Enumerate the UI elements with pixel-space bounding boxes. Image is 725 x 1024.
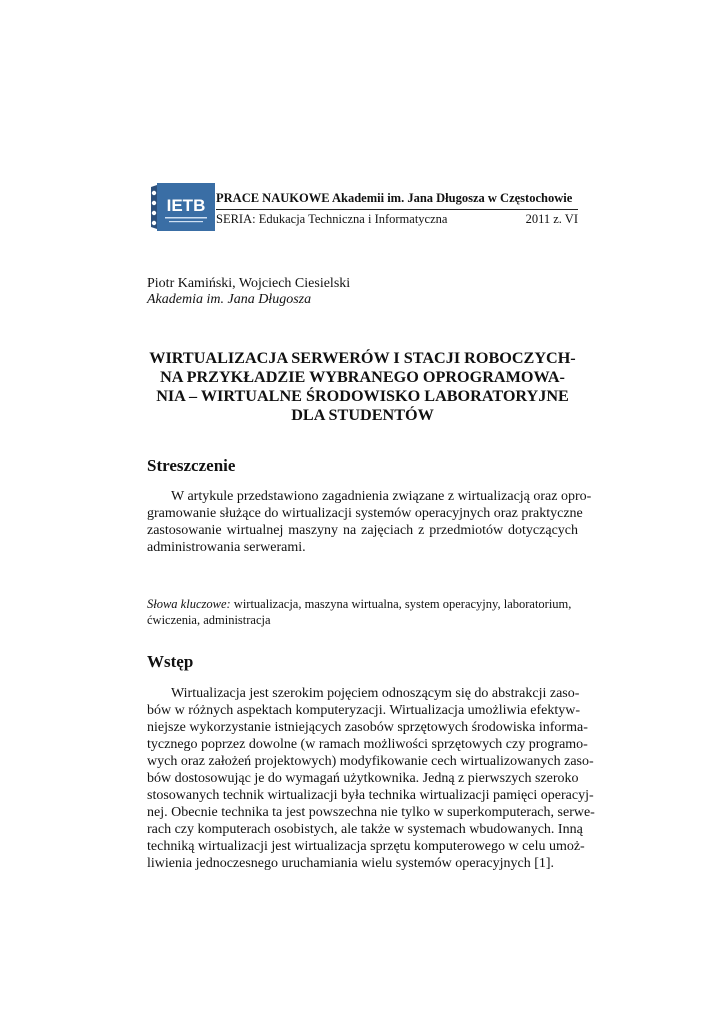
intro-line: liwienia jednoczesnego uruchamiania wielu systemów operacyjnych [1]. [147, 856, 555, 871]
intro-line: techniką wirtualizacji jest wirtualizacja sprzętu komputerowego w celu umoż- [147, 839, 585, 854]
abstract-text [147, 488, 592, 556]
intro-line: bów w różnych aspektach komputeryzacji. Wirtualizacja umożliwia efektyw- [147, 703, 581, 718]
header-rule [216, 209, 578, 210]
title-line: NIA – WIRTUALNE ŚRODOWISKO LABORATORYJNE [156, 387, 569, 405]
title-line: NA PRZYKŁADZIE WYBRANEGO OPROGRAMOWA- [160, 368, 565, 386]
intro-line: stosowanych technik wirtualizacji była technika wirtualizacji pamięci operacyj- [147, 788, 594, 803]
keywords-line: ćwiczenia, administracja [147, 613, 271, 627]
intro-line: wych oraz założeń projektowych) modyfikowanie cech wirtualizowanych zaso- [147, 754, 594, 769]
paper-title [147, 349, 578, 425]
intro-line: bów dostosowując je do wymagań użytkownika. Jedną z pierwszych szeroko [147, 771, 579, 786]
intro-text [147, 685, 595, 872]
abstract-line: zastosowanie wirtualnej maszyny na zajęciach z przedmiotów dotyczących [147, 523, 578, 538]
keywords-label: Słowa kluczowe: [147, 597, 231, 611]
intro-line: niejsze wykorzystanie istniejących zasobów sprzętowych środowiska informa- [147, 720, 588, 735]
affiliation: Akademia im. Jana Długosza [147, 292, 312, 307]
abstract-heading: Streszczenie [147, 456, 236, 475]
abstract-line: administrowania serwerami. [147, 540, 306, 555]
keywords-list: wirtualizacja, maszyna wirtualna, system operacyjny, laboratorium, [230, 597, 572, 611]
logo-text: IETB [166, 196, 206, 215]
keywords [147, 596, 578, 628]
intro-line: rach czy komputerach osobistych, ale także w systemach wbudowanych. Inną [147, 822, 583, 837]
intro-heading: Wstęp [147, 652, 194, 671]
title-line: DLA STUDENTÓW [291, 406, 434, 424]
intro-line: tycznego poprzez dowolne (w ramach możliwości sprzętowych czy programo- [147, 737, 588, 752]
ietb-logo [147, 181, 215, 233]
authors: Piotr Kamiński, Wojciech Ciesielski [147, 276, 351, 291]
title-line: WIRTUALIZACJA SERWERÓW I STACJI ROBOCZYCH- [149, 349, 576, 367]
intro-line: nej. Obecnie technika ta jest powszechna nie tylko w superkomputerach, serwe- [147, 805, 595, 820]
abstract-line: gramowanie służące do wirtualizacji systemów operacyjnych oraz praktyczne [147, 506, 583, 521]
journal-name: PRACE NAUKOWE Akademii im. Jana Długosza w Częstochowie [216, 191, 573, 205]
abstract-line: W artykule przedstawiono zagadnienia związane z wirtualizacją oraz opro- [171, 489, 592, 504]
series-name: SERIA: Edukacja Techniczna i Informatyczna [216, 212, 448, 226]
keywords-line [147, 596, 578, 612]
year-volume: 2011 z. VI [525, 212, 578, 226]
intro-line: Wirtualizacja jest szerokim pojęciem odnoszącym się do abstrakcji zaso- [171, 686, 580, 701]
